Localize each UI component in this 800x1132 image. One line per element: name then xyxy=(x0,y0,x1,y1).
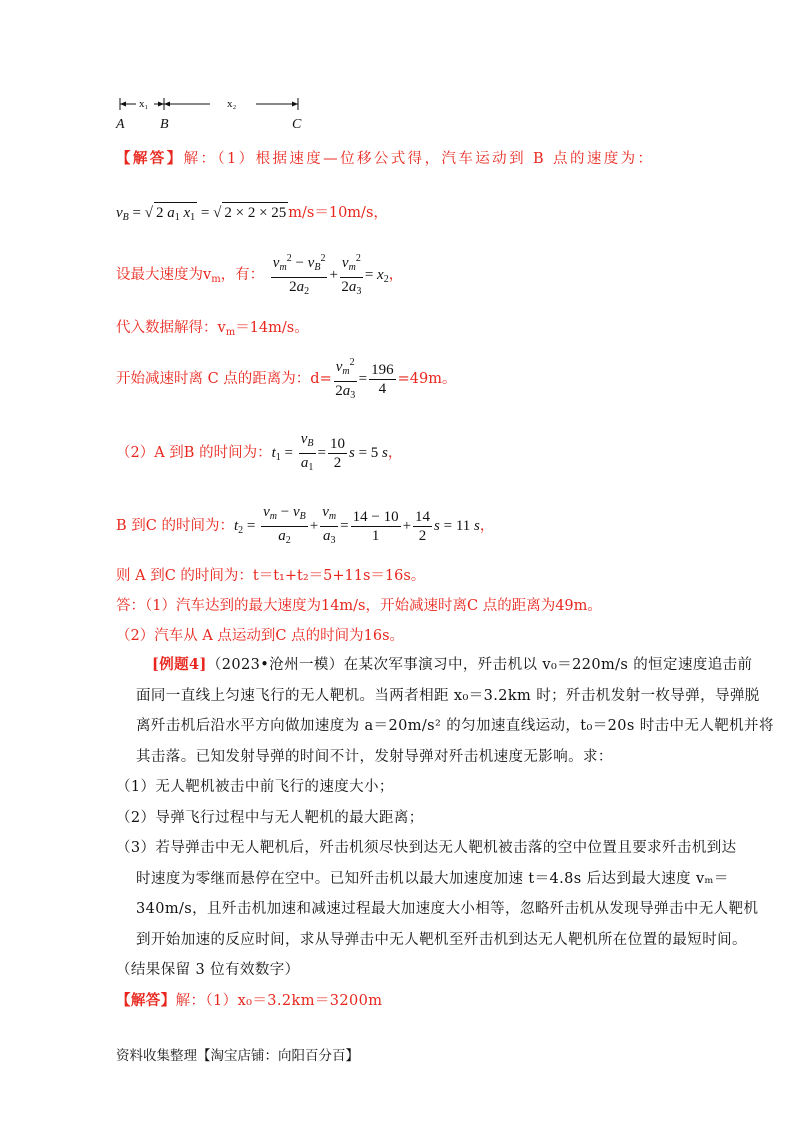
example4-line2: 面同一直线上匀速飞行的无人靶机。当两者相距 x₀＝3.2km 时；歼击机发射一枚导弹，导弹脱 xyxy=(136,687,760,704)
substitution-line: 代入数据解得：$v_m=14m/s$。 xyxy=(116,320,309,338)
sub-text: 代入数据解得：v xyxy=(116,320,226,336)
example4-note: （结果保留 3 位有效数字） xyxy=(116,962,300,978)
vmax-math: $\frac{v_m^2 - v_B^2}{2a_2}$ + $\frac{v_m^2}{2a_3}$ = $x_2$ xyxy=(269,267,389,283)
label-x1: x₁ xyxy=(139,98,149,110)
distance-text: 开始减速时离 C 点的距离为：d= xyxy=(116,370,332,387)
solution-bracket: 【解答】 xyxy=(116,150,184,167)
vb-formula xyxy=(116,202,388,228)
arrow-right-b xyxy=(164,102,170,107)
example4-answer-text: 解：（1）x₀＝3.2km＝3200m xyxy=(175,992,383,1009)
t2-end: ， xyxy=(479,517,495,534)
total-time: 则 A 到C 的时间为：t＝t₁+t₂＝5+11s＝16s。 xyxy=(116,568,426,584)
t1-end: ， xyxy=(387,444,403,461)
example4-block xyxy=(116,650,774,1016)
example4-tag: [例题4] xyxy=(152,656,207,673)
example4-line4: 其击落。已知发射导弹的时间不计，发射导弹对歼击机速度无影响。求： xyxy=(136,748,613,765)
arrow-right-a xyxy=(120,102,126,107)
example4-q3-line3: 340m/s，且歼击机加速和减速过程最大加速度大小相等，忽略歼击机从发现导弹击中无人靶机 xyxy=(136,901,759,917)
t2-text: B 到C 的时间为： xyxy=(116,517,234,534)
example4-q3-line1: （3）若导弹击中无人靶机后，歼击机须尽快到达无人靶机被击落的空中位置且要求歼击机到达 xyxy=(116,840,737,856)
footer-text: 资料收集整理【淘宝店铺：向阳百分百】 xyxy=(116,1048,359,1064)
distance-line: 开始减速时离 C 点的距离为：d= $\frac{v_m^2}{2a_3}$ = $\frac{196}{4}$ =49m。 xyxy=(116,354,456,405)
vmax-text: 设最大速度为v xyxy=(116,266,212,283)
motion-diagram xyxy=(112,92,312,134)
point-b-label: B xyxy=(160,117,169,132)
example4-q2: （2）导弹飞行过程中与无人靶机的最大距离； xyxy=(116,809,424,826)
example4-q3-line2: 时速度为零继而悬停在空中。已知歼击机以最大加速度加速 t＝4.8s 后达到最大速度 vₘ＝ xyxy=(136,870,729,887)
arrow-left-c xyxy=(292,102,298,107)
example4-answer-bracket: 【解答】 xyxy=(116,991,176,1009)
sub-text2: ＝14m/s。 xyxy=(235,320,309,336)
answer-1: 答：（1）汽车达到的最大速度为14m/s，开始减速时离C 点的距离为49m。 xyxy=(116,598,602,614)
example4-q3-line4: 到开始加速的反应时间，求从导弹击中无人靶机至歼击机到达无人靶机所在位置的最短时间。 xyxy=(136,931,747,948)
vmax-end: ， xyxy=(388,266,404,283)
vmax-equation: 设最大速度为$v_m$，有： $\frac{v_m^2 - v_B^2}{2a_2}$ + $\frac{v_m^2}{2a_3}$ = $x_2$， xyxy=(116,250,403,301)
point-c-label: C xyxy=(292,117,302,132)
label-x2: x₂ xyxy=(227,98,237,110)
solution-header-text: 解：（1）根据速度—位移公式得，汽车运动到 B 点的速度为： xyxy=(183,151,655,167)
vb-result: m/s＝10m/s， xyxy=(288,205,388,221)
example4-line1 xyxy=(116,650,774,681)
point-a-label: A xyxy=(116,117,125,132)
example4-q1: （1）无人靶机被击中前飞行的速度大小； xyxy=(116,779,394,795)
example4-line3: 离歼击机后沿水平方向做加速度为 a＝20m/s² 的匀加速直线运动，t₀＝20s 时击中无人靶机并将 xyxy=(136,718,774,734)
t2-line: B 到C 的时间为：$t_2$ = $\frac{v_m - v_B}{a_2}$ + $\frac{v_m}{a_3}$ = $\frac{14 - 10}{1}$ + $\frac{14}{2}$ s = 11 s， xyxy=(116,504,495,546)
vmax-text2: ，有： xyxy=(220,266,265,283)
vb-math: $v_B$ = √ 2 $a_1$ $x_1$ = √ 2 × 2 × 25 xyxy=(116,205,288,221)
solution-header xyxy=(116,149,654,169)
example4-answer xyxy=(116,986,774,1017)
t1-line: （2）A 到B 的时间为：$t_1$ = $\frac{v_B}{a_1}$ = $\frac{10}{2}$ s = 5 s， xyxy=(116,431,403,473)
example4-line1-text: （2023•沧州一模）在某次军事演习中，歼击机以 v₀＝220m/s 的恒定速度追击前 xyxy=(206,657,753,673)
arrow-left-b xyxy=(158,102,164,107)
answer-2: （2）汽车从 A 点运动到C 点的时间为16s。 xyxy=(116,628,405,644)
distance-end: =49m。 xyxy=(397,370,457,387)
t1-text: （2）A 到B 的时间为： xyxy=(116,444,272,461)
